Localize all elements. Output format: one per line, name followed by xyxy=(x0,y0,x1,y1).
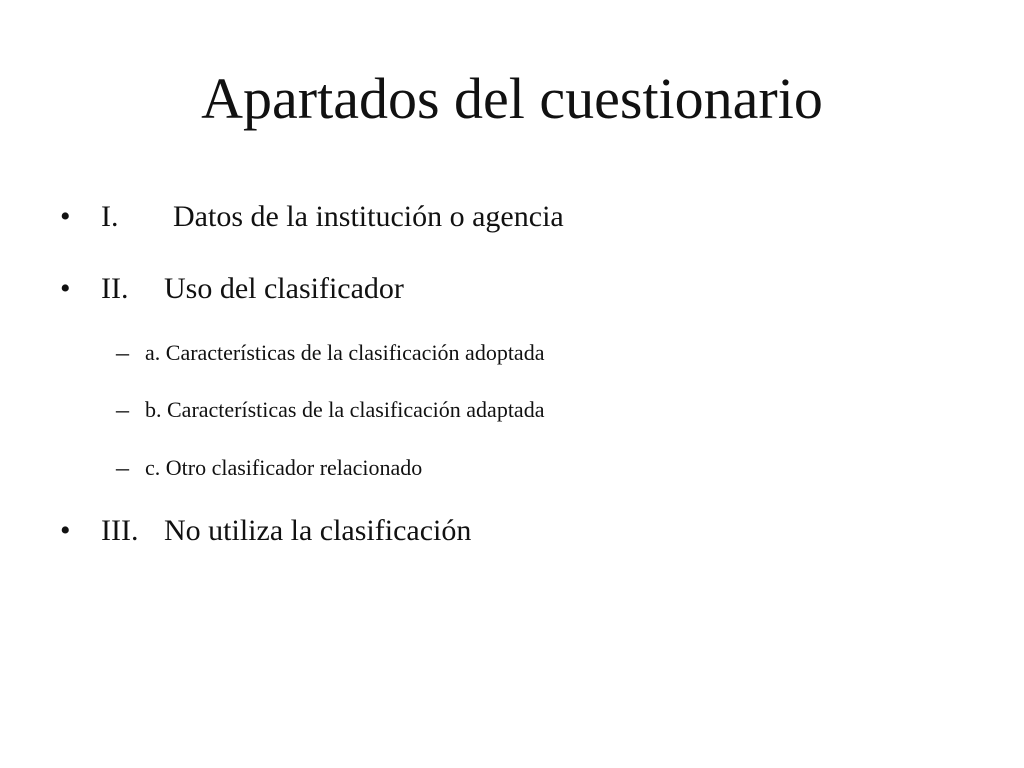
item-text: No utiliza la clasificación xyxy=(164,514,472,547)
sub-list-item xyxy=(0,397,1024,429)
dash-icon: – xyxy=(116,453,129,482)
item-text: Datos de la institución o agencia xyxy=(173,200,564,233)
bullet-icon: • xyxy=(60,272,71,305)
sub-list-item xyxy=(0,340,1024,372)
list-item xyxy=(0,272,1024,312)
bullet-icon: • xyxy=(60,200,71,233)
item-text: Uso del clasificador xyxy=(164,272,404,305)
bullet-icon: • xyxy=(60,514,71,547)
sub-item-text: a. Características de la clasificación adoptada xyxy=(145,340,545,365)
item-number: II. xyxy=(101,272,129,305)
item-number: III. xyxy=(101,514,139,547)
dash-icon: – xyxy=(116,338,129,367)
list-item xyxy=(0,200,1024,240)
list-item xyxy=(0,514,1024,554)
sub-item-text: b. Características de la clasificación adaptada xyxy=(145,397,545,422)
dash-icon: – xyxy=(116,395,129,424)
sub-list-item xyxy=(0,455,1024,487)
sub-item-text: c. Otro clasificador relacionado xyxy=(145,455,423,480)
item-number: I. xyxy=(101,200,119,233)
slide-title: Apartados del cuestionario xyxy=(201,66,823,131)
